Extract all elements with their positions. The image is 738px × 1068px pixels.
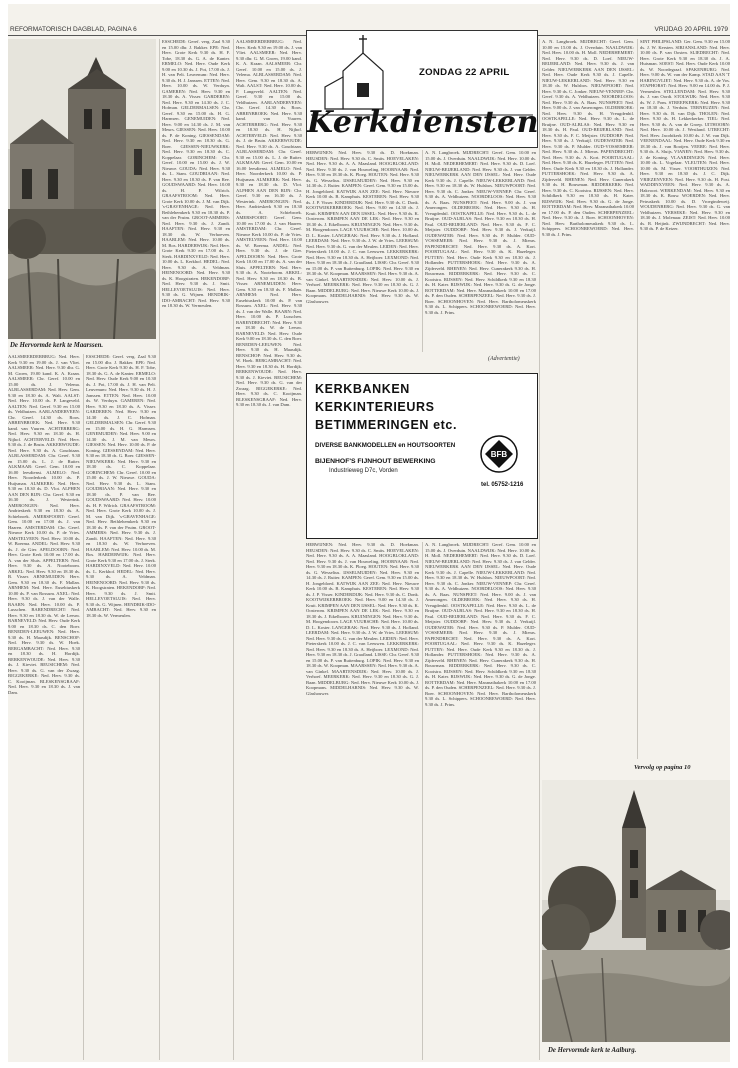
column-divider <box>422 150 423 352</box>
column-divider <box>83 354 84 1060</box>
masthead-date: ZONDAG 22 APRIL <box>419 67 510 78</box>
column-divider <box>422 542 423 1060</box>
column-1b: ESSCHEDE: Geref. verg. Zaal 9.30 en 15.00 dhr. J. Bakker. EPE: Ned. Herv. Grote Kerk 9.30 ds. H. F. Tobe, 18.30 ds. G. A. de Kanter. ERMELO: Ned. Herv. Oude Kerk 9.00 en 10.30 ds. J. Pot, 17.00 ds. J. H. van Pelt. Leuvenum: Ned. Herv. 9.30 ds. H. J. Janssen. ETTEN: Ned. Herv. 10.00 ds. W. Verduyn. GAMEREN: Ned. Herv. 9.30 en 18.30 ds. A. Visser. GARDEREN: Ned. Herv. 9.30 en 14.30 ds. J. C. Hofman. GELDERMALSEN: Chr. Geref. 9.30 en 15.00 ds. H. G. Harmsen. GENEMUIDEN: Ned. Herv. 9.00 en 14.30 ds. J. M. van Meurs. GIESSEN: Ned. Herv. 10.00 ds. P. de Koning. GIESSENDAM: Ned. Herv. 9.30 en 18.30 ds. G. Boer. GIESSEN-NIEUWKERK: Ned. Herv. 9.30 en 18.30 ds. C. Koppelaar. GORINCHEM: Chr. Geref. 10.00 en 15.00 ds. J. W. Nieuwe. GOUDA: Ned. Herv. 9.30 ds. L. Stam. GOUDRIAAN: Ned. Herv. 9.30 en 18.30 ds. P. van Ree. GOUDSWAARD: Ned. Herv. 10.00 ds. H. P. Wilrich. GRAAFSTROOM: Ned. Herv. Grote Kerk 10.00 ds. J. M. van Dijk. 's-GRAVENHAGE: Ned. Herv. Bethlehemkerk 9.30 en 18.30 ds. P. van der Pruim. GROOT-AMMERS: Ned. Herv. 9.30 ds. J. Zandt. HAAFTEN: Ned. Herv. 9.30 en 18.30 ds. W. Verhoeven. HAARLEM: Ned. Herv. 10.00 ds. M. Bos. HARDERWIJK: Ned. Herv. Grote Kerk 9.30 en 17.00 ds. J. Sterk. HARDINXVELD: Ned. Herv. 10.00 ds. L. Kerkhof. HEDEL: Ned. Herv. 9.30 ds. A. Veldman. HEINENOORD: Ned. Herv. 9.30 ds. K. Hoogstraten. HEKENDORP: Ned. Herv. 9.30 ds. J. Smit. HELLEVOETSLUIS: Ned. Herv. 9.30 ds. G. Wijnen. HENDRIK-IDO-AMBACHT: Ned. Herv. 9.30 en 18.30 ds. W. Vermeulen. <box>86 354 156 618</box>
church-aalburg-image <box>542 780 730 1042</box>
ad-headline-1: KERKBANKEN <box>315 382 410 396</box>
header-date: VRIJDAG 20 APRIL 1979 <box>654 26 728 33</box>
column-divider <box>233 39 234 1060</box>
column-divider <box>539 39 540 1060</box>
caption-aalburg: De Hervormde kerk te Aalburg. <box>548 1047 637 1054</box>
page-header <box>8 4 730 33</box>
column-6: SINT PHILIPSLAND: Ger. Gem. 9.30 en 15.00 ds. J. W. Kersten. SIRJANSLAND: Ned. Herv. 10.00 ds. P. van Oosten. SLIEDRECHT: Ned. Herv. Grote Kerk 9.30 en 18.30 ds. J. A. Huisman. SOEST: Ned. Herv. Oude Kerk 10.00 ds. W. Noordegraaf. SPAKENBURG: Ned. Herv. 9.00 ds. W. van der Kamp. STAD AAN 'T HARINGVLIET: Ned. Herv. 9.30 ds. A. de Vos. STAPHORST: Ned. Herv. 9.00 en 14.00 ds. P. J. Vermeulen. STELLENDAM: Ned. Herv. 9.30 ds. J. van Oordt. STOLWIJK: Ned. Herv. 9.30 ds. W. J. Pons. STREEFKERK: Ned. Herv. 9.30 en 18.30 ds. J. Verduin. TERNEUZEN: Ned. Herv. 9.30 ds. B. van Dijk. THOLEN: Ned. Herv. 9.30 ds. H. Lekkerkerker. TIEL: Ned. Herv. 9.30 ds. A. van de Groep. UITHOORN: Ned. Herv. 10.00 ds. J. Westland. UTRECHT: Ned. Herv. Jacobikerk 10.00 ds. J. W. van Dijk. VEENENDAAL: Ned. Herv. Oude Kerk 9.30 en 18.30 ds. J. van Rooijen. VEERE: Ned. Herv. 9.30 ds. A. Sluijs. VIANEN: Ned. Herv. 9.30 ds. J. de Koning. VLAARDINGEN: Ned. Herv. 10.00 ds. L. Vogelaar. VLEUTEN: Ned. Herv. 10.00 ds. M. Visser. VOORTHUIZEN: Ned. Herv. 9.30 en 18.30 ds. J. C. Dijk. VRIEZENVEEN: Ned. Herv. 9.30 ds. H. Post. WADDINXVEEN: Ned. Herv. 9.30 ds. A. Hakvoort. WERKENDAM: Ned. Herv. 9.30 en 18.30 ds. K. Bouw. WOERDEN: Ned. Herv. Petruskerk 10.00 ds. D. Vroegindeweij. WOUDENBERG: Ned. Herv. 9.30 ds. G. van Veldhuizen. YERSEKE: Ned. Herv. 9.30 en 18.30 ds. J. Molenaar. ZEIST: Ned. Herv. 10.00 ds. R. Heijink. ZWIJNDRECHT: Ned. Herv. 9.30 ds. P. de Keizer. <box>640 39 730 231</box>
kerkbanken-advertisement <box>306 373 538 539</box>
ad-firm-name: BIJENHOF'S FIJNHOUT BEWERKING <box>315 458 436 465</box>
column-3: HERWIJNEN: Ned. Herv. 9.30 ds. D. Hoekman. HEUSDEN: Ned. Herv. 9.30 ds. C. Smits. HOEVELAKEN: Ned. Herv. 9.30 ds. A. A. Maasland. HOOGBLOKLAND: Ned. Herv. 9.30 ds. J. van Houweling. HOORNAAR: Ned. Herv. 9.30 en 18.30 ds. K. Ploeg. HOUTEN: Ned. Herv. 9.30 ds. G. Wesselius. IJSSELMUIDEN: Ned. Herv. 9.30 en 14.30 ds. J. Ruiter. KAMPEN: Geref. Gem. 9.30 en 15.00 ds. H. Jongebloed. KATWIJK AAN ZEE: Ned. Herv. Nieuwe Kerk 10.00 ds. B. Kamphuis. KESTEREN: Ned. Herv. 9.30 ds. J. P. Visser. KINDERDIJK: Ned. Herv. 9.30 ds. C. Donk. KOOTWIJKERBROEK: Ned. Herv. 9.00 en 14.30 ds. J. Kruit. KRIMPEN AAN DEN IJSSEL: Ned. Herv. 9.30 ds. K. Oosterom. KRIMPEN AAN DE LEK: Ned. Herv. 9.30 en 18.30 ds. J. Eikelboom. KRUININGEN: Ned. Herv. 9.30 ds. M. Hoogendoorn. LAGE VUURSCHE: Ned. Herv. 10.00 ds. D. L. Koster. LANGERAK: Ned. Herv. 9.30 ds. J. Hofland. LEERDAM: Ned. Herv. 9.30 ds. J. W. de Vries. LEERSUM: Ned. Herv. 9.30 ds. G. van der Meulen. LEIDEN: Ned. Herv. Pieterskerk 10.00 ds. J. C. van Leeuwen. LEKKERKERK: Ned. Herv. 9.30 en 18.30 ds. A. Heijboer. LEXMOND: Ned. Herv. 9.30 en 18.30 ds. J. Graafland. LISSE: Chr. Geref. 9.30 en 15.00 ds. P. van Ruitenburg. LOPIK: Ned. Herv. 9.30 en 18.30 ds. W. Koopman. MAARSSEN: Ned. Herv. 9.30 ds. A. van Ginkel. MAARTENSDIJK: Ned. Herv. 10.00 ds. J. Verhoef. MEERKERK: Ned. Herv. 9.30 en 18.30 ds. G. J. Baan. MIDDELBURG: Ned. Herv. Nieuwe Kerk 10.00 ds. J. Koopmans. MIDDELHARNIS: Ned. Herv. 9.30 ds. W. Glashouwer. <box>306 150 419 304</box>
ad-address: Industrieweg D7c, Vorden <box>329 468 398 474</box>
column-5: A. N. Langbroek. MIJDRECHT: Geref. Gem. 10.00 en 15.00 ds. J. Overduin. NAALDWIJK: Ned. Herv. 10.00 ds. H. Moll. NEDERHEMERT: Ned. Herv. 9.30 ds. D. Loef. NIEUW-BEIJERLAND: Ned. Herv. 9.30 ds. J. van Gelder. NIEUWERKERK AAN DEN IJSSEL: Ned. Herv. Oude Kerk 9.30 ds. J. Capelle. NIEUW-LEKKERLAND: Ned. Herv. 9.30 en 18.30 ds. W. Hulsbos. NIEUWPOORT: Ned. Herv. 9.30 ds. C. Jonker. NIEUW-VENNEP: Chr. Geref. 9.30 ds. A. Veldhuizen. NOORDELOOS: Ned. Herv. 9.30 ds. A. Baas. NUNSPEET: Ned. Herv. 9.00 ds. J. van Amerongen. OLDEBROEK: Ned. Herv. 9.30 ds. H. Vreugdenhil. OOSTKAPELLE: Ned. Herv. 9.30 ds. L. de Bruijne. OUD-ALBLAS: Ned. Herv. 9.30 en 18.30 ds. H. Paul. OUD-BEIJERLAND: Ned. Herv. 9.30 ds. F. C. Meijster. OUDDORP: Ned. Herv. 9.30 ds. J. Verkuijl. OUDEWATER: Ned. Herv. 9.30 ds. P. Mulder. OUD-VOSSEMEER: Ned. Herv. 9.30 ds. J. Mieras. PAPENDRECHT: Ned. Herv. 9.30 ds. A. Kort. POORTUGAAL: Ned. Herv. 9.30 ds. K. Hazeleger. PUTTEN: Ned. Herv. Oude Kerk 9.30 en 18.30 ds. J. Hollander. PUTTERSHOEK: Ned. Herv. 9.30 ds. A. Zijderveld. RHENEN: Ned. Herv. Cunerakerk 9.30 ds. H. Bouwman. RIDDERKERK: Ned. Herv. 9.30 ds. C. Kooistra. RIJSSEN: Ned. Herv. Schildkerk 9.30 en 18.30 ds. H. Kater. RIJSWIJK: Ned. Herv. 9.30 ds. G. de Jonge. ROTTERDAM: Ned. Herv. Maranathakerk 10.00 en 17.00 ds. P. den Ouden. SCHERPENZEEL: Ned. Herv. 9.30 ds. J. Boer. SCHOONHOVEN: Ned. Herv. Bartholomeuskerk 9.30 ds. L. Schippers. SCHOONREWOERD: Ned. Herv. 9.30 ds. J. Prins. <box>542 39 634 237</box>
column-4: HERWIJNEN: Ned. Herv. 9.30 ds. D. Hoekman. HEUSDEN: Ned. Herv. 9.30 ds. C. Smits. HOEVELAKEN: Ned. Herv. 9.30 ds. A. A. Maasland. HOOGBLOKLAND: Ned. Herv. 9.30 ds. J. van Houweling. HOORNAAR: Ned. Herv. 9.30 en 18.30 ds. K. Ploeg. HOUTEN: Ned. Herv. 9.30 ds. G. Wesselius. IJSSELMUIDEN: Ned. Herv. 9.30 en 14.30 ds. J. Ruiter. KAMPEN: Geref. Gem. 9.30 en 15.00 ds. H. Jongebloed. KATWIJK AAN ZEE: Ned. Herv. Nieuwe Kerk 10.00 ds. B. Kamphuis. KESTEREN: Ned. Herv. 9.30 ds. J. P. Visser. KINDERDIJK: Ned. Herv. 9.30 ds. C. Donk. KOOTWIJKERBROEK: Ned. Herv. 9.00 en 14.30 ds. J. Kruit. KRIMPEN AAN DEN IJSSEL: Ned. Herv. 9.30 ds. K. Oosterom. KRIMPEN AAN DE LEK: Ned. Herv. 9.30 en 18.30 ds. J. Eikelboom. KRUININGEN: Ned. Herv. 9.30 ds. M. Hoogendoorn. LAGE VUURSCHE: Ned. Herv. 10.00 ds. D. L. Koster. LANGERAK: Ned. Herv. 9.30 ds. J. Hofland. LEERDAM: Ned. Herv. 9.30 ds. J. W. de Vries. LEERSUM: Ned. Herv. 9.30 ds. G. van der Meulen. LEIDEN: Ned. Herv. Pieterskerk 10.00 ds. J. C. van Leeuwen. LEKKERKERK: Ned. Herv. 9.30 en 18.30 ds. A. Heijboer. LEXMOND: Ned. Herv. 9.30 en 18.30 ds. J. Graafland. LISSE: Chr. Geref. 9.30 en 15.00 ds. P. van Ruitenburg. LOPIK: Ned. Herv. 9.30 en 18.30 ds. W. Koopman. MAARSSEN: Ned. Herv. 9.30 ds. A. van Ginkel. MAARTENSDIJK: Ned. Herv. 10.00 ds. J. Verhoef. MEERKERK: Ned. Herv. 9.30 en 18.30 ds. G. J. Baan. MIDDELBURG: Ned. Herv. Nieuwe Kerk 10.00 ds. J. Koopmans. MIDDELHARNIS: Ned. Herv. 9.30 ds. W. Glashouwer. <box>306 542 419 696</box>
caption-maarssen: De Hervormde kerk te Maarssen. <box>10 342 104 349</box>
ad-phone: tel. 05752-1216 <box>481 482 524 488</box>
column-divider <box>637 39 638 759</box>
church-photo-maarssen <box>8 39 156 339</box>
column-2: ESSCHEDE: Geref. verg. Zaal 9.30 en 15.00 dhr. J. Bakker. EPE: Ned. Herv. Grote Kerk 9.30 ds. H. F. Tobe, 18.30 ds. G. A. de Kanter. ERMELO: Ned. Herv. Oude Kerk 9.00 en 10.30 ds. J. Pot, 17.00 ds. J. H. van Pelt. Leuvenum: Ned. Herv. 9.30 ds. H. J. Janssen. ETTEN: Ned. Herv. 10.00 ds. W. Verduyn. GAMEREN: Ned. Herv. 9.30 en 18.30 ds. A. Visser. GARDEREN: Ned. Herv. 9.30 en 14.30 ds. J. C. Hofman. GELDERMALSEN: Chr. Geref. 9.30 en 15.00 ds. H. G. Harmsen. GENEMUIDEN: Ned. Herv. 9.00 en 14.30 ds. J. M. van Meurs. GIESSEN: Ned. Herv. 10.00 ds. P. de Koning. GIESSENDAM: Ned. Herv. 9.30 en 18.30 ds. G. Boer. GIESSEN-NIEUWKERK: Ned. Herv. 9.30 en 18.30 ds. C. Koppelaar. GORINCHEM: Chr. Geref. 10.00 en 15.00 ds. J. W. Nieuwe. GOUDA: Ned. Herv. 9.30 ds. L. Stam. GOUDRIAAN: Ned. Herv. 9.30 en 18.30 ds. P. van Ree. GOUDSWAARD: Ned. Herv. 10.00 ds. H. P. Wilrich. GRAAFSTROOM: Ned. Herv. Grote Kerk 10.00 ds. J. M. van Dijk. 's-GRAVENHAGE: Ned. Herv. Bethlehemkerk 9.30 en 18.30 ds. P. van der Pruim. GROOT-AMMERS: Ned. Herv. 9.30 ds. J. Zandt. HAAFTEN: Ned. Herv. 9.30 en 18.30 ds. W. Verhoeven. HAARLEM: Ned. Herv. 10.00 ds. M. Bos. HARDERWIJK: Ned. Herv. Grote Kerk 9.30 en 17.00 ds. J. Sterk. HARDINXVELD: Ned. Herv. 10.00 ds. L. Kerkhof. HEDEL: Ned. Herv. 9.30 ds. A. Veldman. HEINENOORD: Ned. Herv. 9.30 ds. K. Hoogstraten. HEKENDORP: Ned. Herv. 9.30 ds. J. Smit. HELLEVOETSLUIS: Ned. Herv. 9.30 ds. G. Wijnen. HENDRIK-IDO-AMBACHT: Ned. Herv. 9.30 en 18.30 ds. W. Vermeulen. <box>162 39 230 308</box>
column-2b: AALSMEERDERBRUG: Ned. Herv. Kerk 9.30 en 19.00 ds. J. van Vliet. AALSMEER: Ned. Herv. 9.30 dhr. G. M. Groen, 19.00 kand. K. A. Kraan. AALSMEER: Chr. Geref. 10.00 en 15.00 ds. J. Velema. ALBLASSERDAM: Ned. Herv. Gem. 9.30 en 18.30 ds. A. Walt. AALST: Ned. Herv. 10.00 ds. P. Langeveld. AALTEN: Ned. Geref. 9.30 en 15.00 ds. Veldhuizen. AARLANDERVEEN: Chr. Geref. 14.30 ds. Roos. ABBENBROEK: Ned. Herv. 9.30 kand. van Vuuren. ACHTERBERG: Ned. Herv. 9.30 en 18.30 ds. H. Nijhof. ACHTERVELD: Ned. Herv. 9.30 ds. J. de Bruin. AKKERWOUDE: Ned. Herv. 9.30 ds. A. Goudriaan. ALBLASSERDAM: Chr. Geref. 9.30 en 15.00 ds. L. J. de Ruiter. ALKMAAR: Geref. Gem. 10.00 en 16.00 leesdienst. ALMELO: Ned. Herv. Noorderkerk 10.00 ds. P. Huijsman. ALMKERK: Ned. Herv. 9.30 en 18.30 ds. D. Vlot. ALPHEN AAN DEN RIJN: Chr. Geref. 9.30 en 16.30 ds. J. Westerink. AMERONGEN: Ned. Herv. Andrieskerk 9.30 en 18.30 ds. A. Schiebroek. AMERSFOORT: Geref. Gem. 10.00 en 17.00 ds. J. van Haaren. AMSTERDAM: Chr. Geref. Nieuwe Kerk 10.00 ds. P. de Vries. AMSTELVEEN: Ned. Herv. 10.00 ds. W. Boerma. ANDEL: Ned. Herv. 9.30 ds. J. de Gier. APELDOORN: Ned. Herv. Grote Kerk 10.00 en 17.00 ds. A. van der Sluis. APPELTERN: Ned. Herv. 9.30 ds. A. Nooteboom. ARKEL: Ned. Herv. 9.30 en 18.30 ds. B. Visser. ARNEMUIDEN: Herv. Gem. 9.30 en 18.30 ds. F. Mallan. ARNHEM: Ned. Herv. Eusebiuskerk 10.00 ds. P. van Rossum. AXEL: Ned. Herv. 9.30 ds. J. van der Walle. BAARN: Ned. Herv. 10.00 ds. P. Lusschen. BARENDRECHT: Ned. Herv. 9.30 en 18.30 ds. W. de Leeuw. BARNEVELD: Ned. Herv. Oude Kerk 9.00 en 18.30 ds. C. den Boer. BENEDEN-LEEUWEN: Ned. Herv. 9.30 ds. H. Maasdijk. BENSCHOP: Ned. Herv. 9.30 ds. W. Hoek. BERGAMBACHT: Ned. Herv. 9.30 en 18.30 ds. H. Hordijk. BERKENWOUDE: Ned. Herv. 9.30 ds. J. Kieviet. BEUSICHEM: Ned. Herv. 9.30 ds. G. van der Zwaag. BIGGEKERKE: Ned. Herv. 9.30 ds. C. Kooijman. BLESKENSGRAAF: Ned. Herv. 9.30 en 18.30 ds. J. van Dam. <box>236 39 302 407</box>
column-4b: A. N. Langbroek. MIJDRECHT: Geref. Gem. 10.00 en 15.00 ds. J. Overduin. NAALDWIJK: Ned. Herv. 10.00 ds. H. Moll. NEDERHEMERT: Ned. Herv. 9.30 ds. D. Loef. NIEUW-BEIJERLAND: Ned. Herv. 9.30 ds. J. van Gelder. NIEUWERKERK AAN DEN IJSSEL: Ned. Herv. Oude Kerk 9.30 ds. J. Capelle. NIEUW-LEKKERLAND: Ned. Herv. 9.30 en 18.30 ds. W. Hulsbos. NIEUWPOORT: Ned. Herv. 9.30 ds. C. Jonker. NIEUW-VENNEP: Chr. Geref. 9.30 ds. A. Veldhuizen. NOORDELOOS: Ned. Herv. 9.30 ds. A. Baas. NUNSPEET: Ned. Herv. 9.00 ds. J. van Amerongen. OLDEBROEK: Ned. Herv. 9.30 ds. H. Vreugdenhil. OOSTKAPELLE: Ned. Herv. 9.30 ds. L. de Bruijne. OUD-ALBLAS: Ned. Herv. 9.30 en 18.30 ds. H. Paul. OUD-BEIJERLAND: Ned. Herv. 9.30 ds. F. C. Meijster. OUDDORP: Ned. Herv. 9.30 ds. J. Verkuijl. OUDEWATER: Ned. Herv. 9.30 ds. P. Mulder. OUD-VOSSEMEER: Ned. Herv. 9.30 ds. J. Mieras. PAPENDRECHT: Ned. Herv. 9.30 ds. A. Kort. POORTUGAAL: Ned. Herv. 9.30 ds. K. Hazeleger. PUTTEN: Ned. Herv. Oude Kerk 9.30 en 18.30 ds. J. Hollander. PUTTERSHOEK: Ned. Herv. 9.30 ds. A. Zijderveld. RHENEN: Ned. Herv. Cunerakerk 9.30 ds. H. Bouwman. RIDDERKERK: Ned. Herv. 9.30 ds. C. Kooistra. RIJSSEN: Ned. Herv. Schildkerk 9.30 en 18.30 ds. H. Kater. RIJSWIJK: Ned. Herv. 9.30 ds. G. de Jonge. ROTTERDAM: Ned. Herv. Maranathakerk 10.00 en 17.00 ds. P. den Ouden. SCHERPENZEEL: Ned. Herv. 9.30 ds. J. Boer. SCHOONHOVEN: Ned. Herv. Bartholomeuskerk 9.30 ds. L. Schippers. SCHOONREWOERD: Ned. Herv. 9.30 ds. J. Prins. <box>425 542 536 707</box>
bfb-logo-text: BFB <box>490 450 508 459</box>
church-maarssen-image <box>8 39 156 339</box>
church-photo-aalburg <box>542 780 730 1042</box>
continuation-note: Vervolg op pagina 10 <box>634 764 691 771</box>
newspaper-page <box>8 4 730 1062</box>
column-divider <box>159 39 160 1060</box>
column-3b: A. N. Langbroek. MIJDRECHT: Geref. Gem. 10.00 en 15.00 ds. J. Overduin. NAALDWIJK: Ned. Herv. 10.00 ds. H. Moll. NEDERHEMERT: Ned. Herv. 9.30 ds. D. Loef. NIEUW-BEIJERLAND: Ned. Herv. 9.30 ds. J. van Gelder. NIEUWERKERK AAN DEN IJSSEL: Ned. Herv. Oude Kerk 9.30 ds. J. Capelle. NIEUW-LEKKERLAND: Ned. Herv. 9.30 en 18.30 ds. W. Hulsbos. NIEUWPOORT: Ned. Herv. 9.30 ds. C. Jonker. NIEUW-VENNEP: Chr. Geref. 9.30 ds. A. Veldhuizen. NOORDELOOS: Ned. Herv. 9.30 ds. A. Baas. NUNSPEET: Ned. Herv. 9.00 ds. J. van Amerongen. OLDEBROEK: Ned. Herv. 9.30 ds. H. Vreugdenhil. OOSTKAPELLE: Ned. Herv. 9.30 ds. L. de Bruijne. OUD-ALBLAS: Ned. Herv. 9.30 en 18.30 ds. H. Paul. OUD-BEIJERLAND: Ned. Herv. 9.30 ds. F. C. Meijster. OUDDORP: Ned. Herv. 9.30 ds. J. Verkuijl. OUDEWATER: Ned. Herv. 9.30 ds. P. Mulder. OUD-VOSSEMEER: Ned. Herv. 9.30 ds. J. Mieras. PAPENDRECHT: Ned. Herv. 9.30 ds. A. Kort. POORTUGAAL: Ned. Herv. 9.30 ds. K. Hazeleger. PUTTEN: Ned. Herv. Oude Kerk 9.30 en 18.30 ds. J. Hollander. PUTTERSHOEK: Ned. Herv. 9.30 ds. A. Zijderveld. RHENEN: Ned. Herv. Cunerakerk 9.30 ds. H. Bouwman. RIDDERKERK: Ned. Herv. 9.30 ds. C. Kooistra. RIJSSEN: Ned. Herv. Schildkerk 9.30 en 18.30 ds. H. Kater. RIJSWIJK: Ned. Herv. 9.30 ds. G. de Jonge. ROTTERDAM: Ned. Herv. Maranathakerk 10.00 en 17.00 ds. P. den Ouden. SCHERPENZEEL: Ned. Herv. 9.30 ds. J. Boer. SCHOONHOVEN: Ned. Herv. Bartholomeuskerk 9.30 ds. L. Schippers. SCHOONREWOERD: Ned. Herv. 9.30 ds. J. Prins. <box>425 150 536 315</box>
ad-headline-2: KERKINTERIEURS <box>315 400 435 414</box>
header-paper-page: REFORMATORISCH DAGBLAD, PAGINA 6 <box>10 26 137 33</box>
advertisement-label: (Advertentie) <box>488 356 520 362</box>
ad-subline: DIVERSE BANKMODELLEN en HOUTSOORTEN <box>315 442 456 449</box>
kerkdiensten-masthead <box>306 30 538 148</box>
ad-headline-3: BETIMMERINGEN etc. <box>315 418 458 432</box>
bfb-logo-icon <box>477 434 521 474</box>
column-1: AALSMEERDERBRUG: Ned. Herv. Kerk 9.30 en 19.00 ds. J. van Vliet. AALSMEER: Ned. Herv. 9.30 dhr. G. M. Groen, 19.00 kand. K. A. Kraan. AALSMEER: Chr. Geref. 10.00 en 15.00 ds. J. Velema. ALBLASSERDAM: Ned. Herv. Gem. 9.30 en 18.30 ds. A. Walt. AALST: Ned. Herv. 10.00 ds. P. Langeveld. AALTEN: Ned. Geref. 9.30 en 15.00 ds. Veldhuizen. AARLANDERVEEN: Chr. Geref. 14.30 ds. Roos. ABBENBROEK: Ned. Herv. 9.30 kand. van Vuuren. ACHTERBERG: Ned. Herv. 9.30 en 18.30 ds. H. Nijhof. ACHTERVELD: Ned. Herv. 9.30 ds. J. de Bruin. AKKERWOUDE: Ned. Herv. 9.30 ds. A. Goudriaan. ALBLASSERDAM: Chr. Geref. 9.30 en 15.00 ds. L. J. de Ruiter. ALKMAAR: Geref. Gem. 10.00 en 16.00 leesdienst. ALMELO: Ned. Herv. Noorderkerk 10.00 ds. P. Huijsman. ALMKERK: Ned. Herv. 9.30 en 18.30 ds. D. Vlot. ALPHEN AAN DEN RIJN: Chr. Geref. 9.30 en 16.30 ds. J. Westerink. AMERONGEN: Ned. Herv. Andrieskerk 9.30 en 18.30 ds. A. Schiebroek. AMERSFOORT: Geref. Gem. 10.00 en 17.00 ds. J. van Haaren. AMSTERDAM: Chr. Geref. Nieuwe Kerk 10.00 ds. P. de Vries. AMSTELVEEN: Ned. Herv. 10.00 ds. W. Boerma. ANDEL: Ned. Herv. 9.30 ds. J. de Gier. APELDOORN: Ned. Herv. Grote Kerk 10.00 en 17.00 ds. A. van der Sluis. APPELTERN: Ned. Herv. 9.30 ds. A. Nooteboom. ARKEL: Ned. Herv. 9.30 en 18.30 ds. B. Visser. ARNEMUIDEN: Herv. Gem. 9.30 en 18.30 ds. F. Mallan. ARNHEM: Ned. Herv. Eusebiuskerk 10.00 ds. P. van Rossum. AXEL: Ned. Herv. 9.30 ds. J. van der Walle. BAARN: Ned. Herv. 10.00 ds. P. Lusschen. BARENDRECHT: Ned. Herv. 9.30 en 18.30 ds. W. de Leeuw. BARNEVELD: Ned. Herv. Oude Kerk 9.00 en 18.30 ds. C. den Boer. BENEDEN-LEEUWEN: Ned. Herv. 9.30 ds. H. Maasdijk. BENSCHOP: Ned. Herv. 9.30 ds. W. Hoek. BERGAMBACHT: Ned. Herv. 9.30 en 18.30 ds. H. Hordijk. BERKENWOUDE: Ned. Herv. 9.30 ds. J. Kieviet. BEUSICHEM: Ned. Herv. 9.30 ds. G. van der Zwaag. BIGGEKERKE: Ned. Herv. 9.30 ds. C. Kooijman. BLESKENSGRAAF: Ned. Herv. 9.30 en 18.30 ds. J. van Dam. <box>8 354 80 695</box>
masthead-title: Kerkdiensten <box>307 105 540 140</box>
